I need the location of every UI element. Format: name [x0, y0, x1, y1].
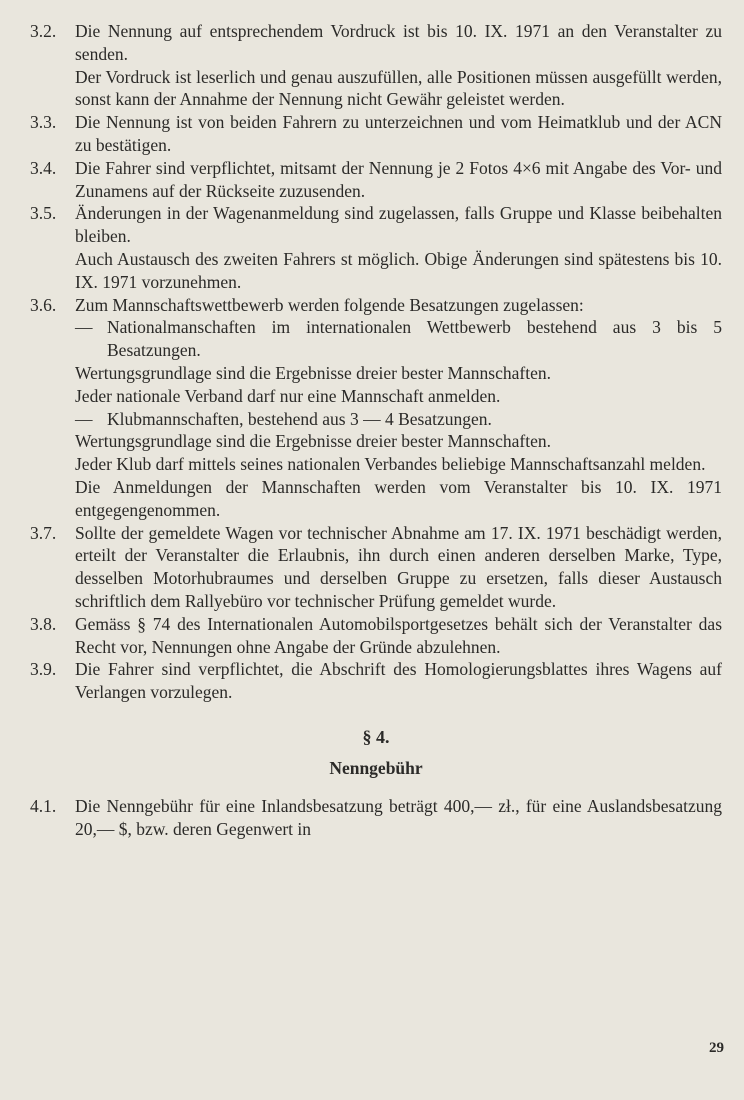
dash-item-text: Die Anmeldungen der Mannschaften werden vom Veranstalter bis 10. IX. 1971 entgegengenommen.	[75, 476, 722, 520]
paragraph-number: 3.9.	[30, 659, 57, 680]
paragraph-number: 3.6.	[30, 294, 57, 315]
paragraph-text: Die Nenngebühr für eine Inlandsbesatzung beträgt 400,— zł., für eine Auslandsbesatzung 20,— $, bzw. deren Gegenwert in	[75, 795, 722, 839]
paragraph-intro: Zum Mannschaftswettbewerb werden folgende Besatzungen zugelassen:	[75, 294, 584, 315]
paragraph-item	[30, 294, 722, 522]
paragraph-item	[30, 522, 722, 613]
paragraph-body	[75, 522, 722, 613]
dash-item-text: Wertungsgrundlage sind die Ergebnisse dreier bester Mannschaften.	[75, 431, 551, 452]
dash-marker: —	[75, 408, 93, 429]
paragraph-item	[30, 157, 722, 203]
paragraph-number: 3.8.	[30, 613, 57, 634]
paragraph-number: 3.5.	[30, 203, 57, 224]
section-mark: § 4.	[362, 726, 390, 747]
paragraph-item	[30, 111, 722, 157]
paragraph-text: Die Nennung auf entsprechendem Vordruck ist bis 10. IX. 1971 an den Veranstalter zu senden.	[75, 21, 722, 64]
paragraph-body	[75, 795, 722, 841]
paragraph-number: 3.3.	[30, 112, 57, 133]
paragraph-text: Die Fahrer sind verpflichtet, die Abschrift des Homologierungsblattes ihres Wagens auf Verlangen vorzulegen.	[75, 659, 722, 703]
paragraph-body	[75, 20, 722, 111]
paragraph-text: Die Nennung ist von beiden Fahrern zu unterzeichnen und vom Heimatklub und der ACN zu bestätigen.	[75, 112, 722, 155]
paragraph-text: Der Vordruck ist leserlich und genau auszufüllen, alle Positionen müssen ausgefüllt werden, sonst kann der Annahme der Nennung nicht Gewähr geleistet werden.	[75, 66, 722, 110]
paragraph-body	[75, 613, 722, 659]
paragraph-number: 4.1.	[30, 795, 57, 816]
paragraph-item	[30, 658, 722, 704]
paragraph-body	[75, 202, 722, 293]
dash-item-lead: Klubmannschaften, bestehend aus 3 — 4 Besatzungen.	[107, 408, 492, 429]
paragraph-text: Sollte der gemeldete Wagen vor technischer Abnahme am 17. IX. 1971 beschädigt werden, erteilt der Veranstalter die Erlaubnis, ihn durch einen anderen derselben Marke, Type, desselben Motorhubraumes und derselben Gruppe zu ersetzen, falls dieser Austausch schriftlich dem Rallyebüro vor technischer Prüfung gemeldet wurde.	[75, 522, 722, 611]
paragraph-text: Änderungen in der Wagenanmeldung sind zugelassen, falls Gruppe und Klasse beibehalten bleiben.	[75, 203, 722, 247]
paragraph-text: Die Fahrer sind verpflichtet, mitsamt der Nennung je 2 Fotos 4×6 mit Angabe des Vor- und Zunamens auf der Rückseite zuzusenden.	[75, 157, 722, 201]
paragraph-body	[75, 111, 722, 157]
paragraph-number: 3.4.	[30, 157, 57, 178]
section-3-items	[30, 20, 722, 704]
paragraph-text: Auch Austausch des zweiten Fahrers st möglich. Obige Änderungen sind spätestens bis 10. IX. 1971 vorzunehmen.	[75, 248, 722, 292]
dash-item	[75, 316, 722, 362]
paragraph-body	[75, 157, 722, 203]
dash-item-text: Jeder nationale Verband darf nur eine Mannschaft anmelden.	[75, 385, 501, 406]
section-4-items	[30, 795, 722, 841]
paragraph-number: 3.7.	[30, 522, 57, 543]
page-number: 29	[709, 1040, 724, 1056]
paragraph-text: Gemäss § 74 des Internationalen Automobilsportgesetzes behält sich der Veranstalter das Recht vor, Nennungen ohne Angabe der Gründe abzulehnen.	[75, 613, 722, 657]
dash-item	[75, 408, 722, 431]
paragraph-number: 3.2.	[30, 21, 57, 41]
paragraph-body	[75, 658, 722, 704]
dash-item-lead: Nationalmanschaften im internationalen Wettbewerb bestehend aus 3 bis 5 Besatzungen.	[107, 317, 722, 361]
paragraph-item	[30, 613, 722, 659]
section-title: Nenngebühr	[329, 757, 423, 778]
dash-item-text: Jeder Klub darf mittels seines nationalen Verbandes beliebige Mannschaftsanzahl melden.	[75, 454, 706, 475]
dash-item-text: Wertungsgrundlage sind die Ergebnisse dreier bester Mannschaften.	[75, 362, 551, 383]
paragraph-item	[30, 795, 722, 841]
dash-marker: —	[75, 317, 93, 338]
paragraph-body	[75, 294, 722, 522]
paragraph-item	[30, 202, 722, 293]
paragraph-item	[30, 20, 722, 111]
